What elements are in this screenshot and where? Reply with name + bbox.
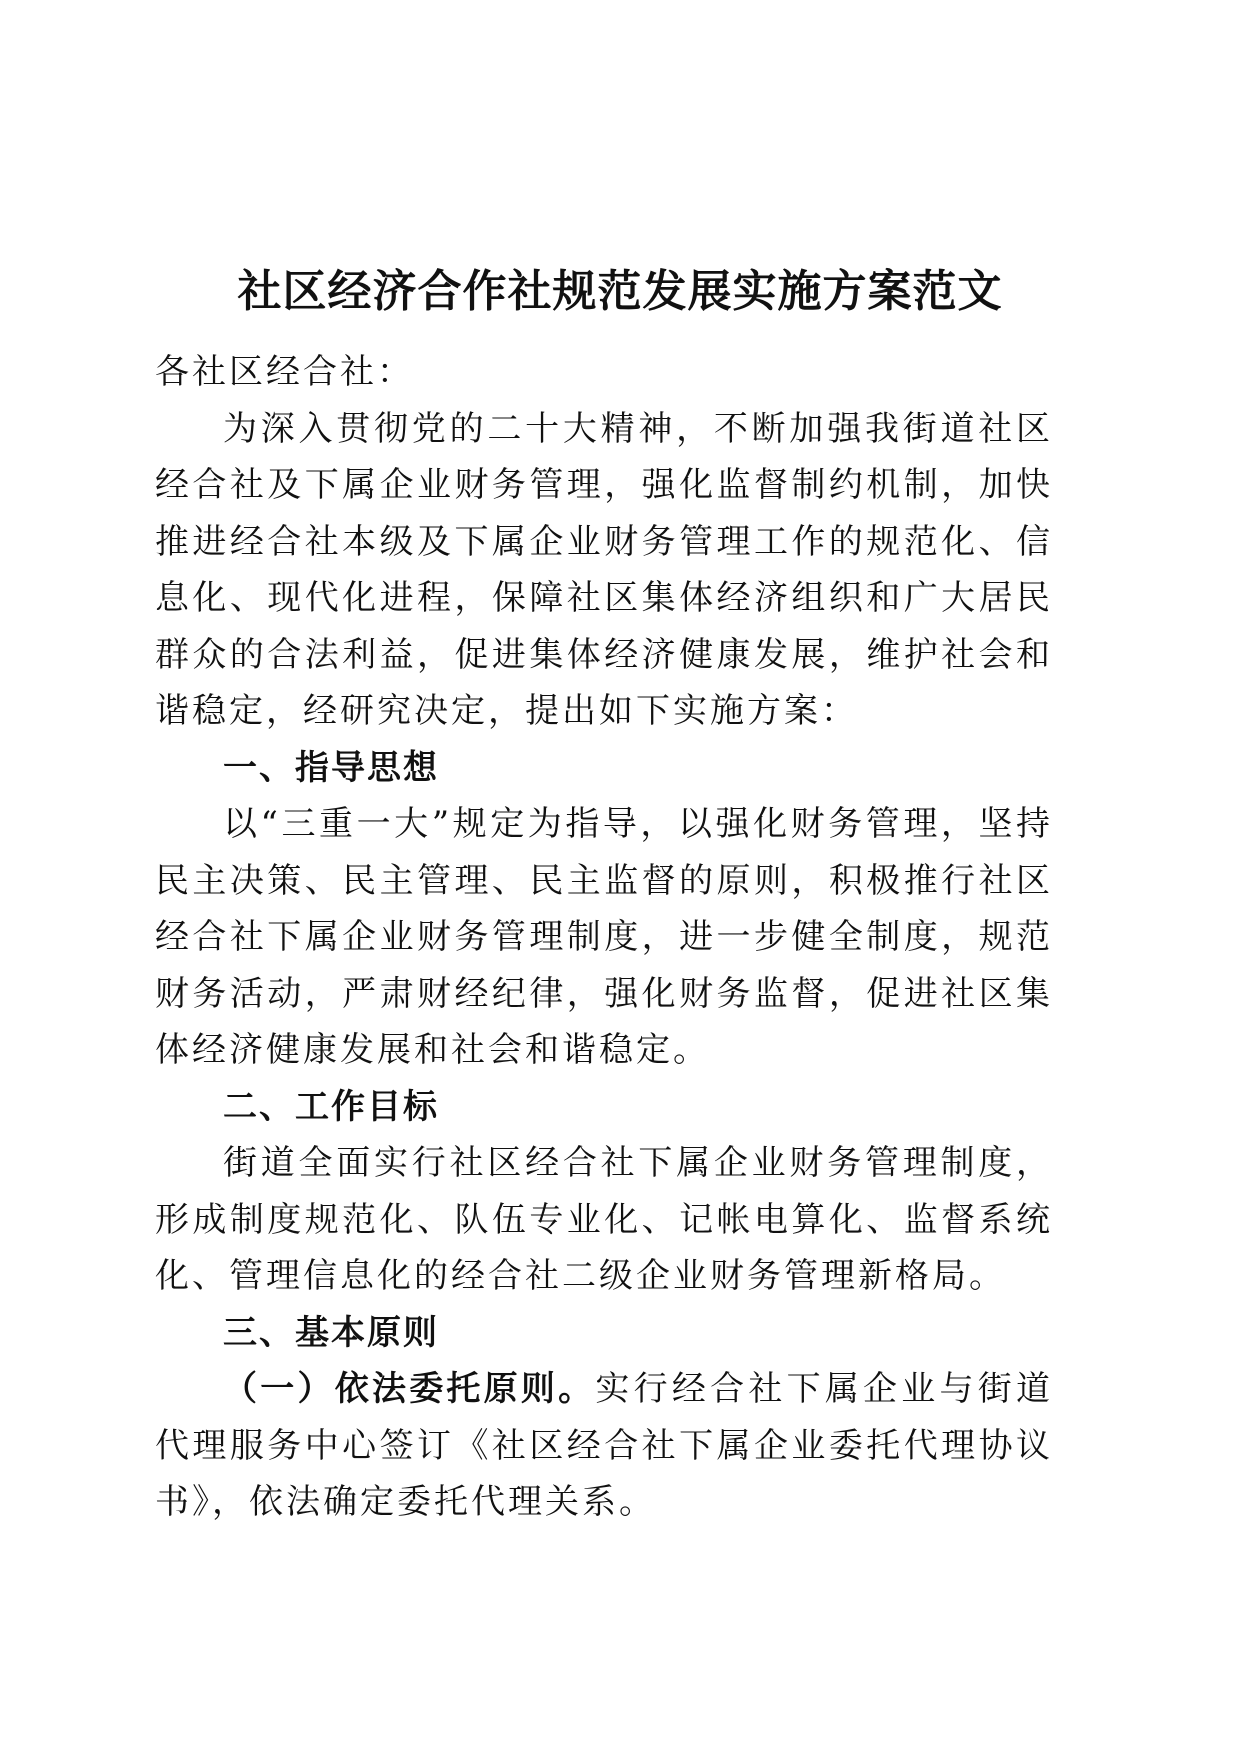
section-text-work-goals: 街道全面实行社区经合社下属企业财务管理制度，形成制度规范化、队伍专业化、记帐电算化、监督系统化、管理信息化的经合社二级企业财务管理新格局。: [155, 1143, 1053, 1296]
principle-paragraph: [155, 1361, 1053, 1531]
document-body: [155, 344, 1053, 1531]
intro-paragraph: 为深入贯彻党的二十大精神，不断加强我街道社区经合社及下属企业财务管理，强化监督制约机制，加快推进经合社本级及下属企业财务管理工作的规范化、信息化、现代化进程，保障社区集体经济组织和广大居民群众的合法利益，促进集体经济健康发展，维护社会和谐稳定，经研究决定，提出如下实施方案：: [155, 408, 1053, 731]
section-heading-guiding-ideology: 一、指导思想: [223, 747, 439, 788]
document-title: 社区经济合作社规范发展实施方案范文: [237, 266, 1003, 317]
section-heading-work-goals: 二、工作目标: [223, 1086, 439, 1127]
section-heading-basic-principles: 三、基本原则: [223, 1312, 439, 1353]
section-text-guiding-ideology: 以“三重一大”规定为指导，以强化财务管理，坚持民主决策、民主管理、民主监督的原则，积极推行社区经合社下属企业财务管理制度，进一步健全制度，规范财务活动，严肃财经纪律，强化财务监督，促进社区集体经济健康发展和社会和谐稳定。: [155, 804, 1053, 1070]
principle-lead: （一）依法委托原则。: [223, 1369, 596, 1409]
principle-text: 实行经合社下属企业与街道代理服务中心签订《社区经合社下属企业委托代理协议书》，依法确定委托代理关系。: [155, 1369, 1054, 1522]
salutation: 各社区经合社：: [155, 352, 414, 392]
